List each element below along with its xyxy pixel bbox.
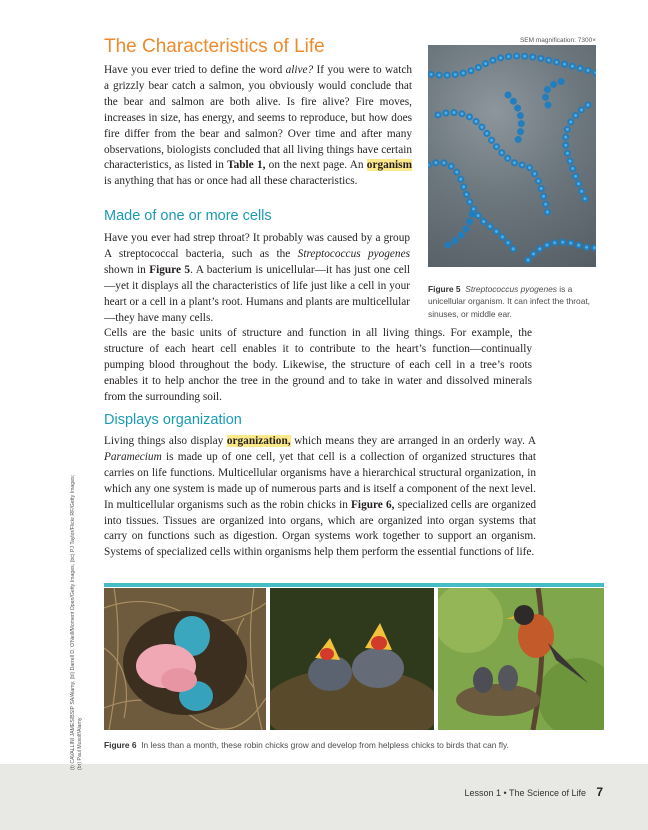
figure6-reference: Figure 6,	[351, 498, 395, 511]
figure6-top-bar	[104, 583, 604, 587]
photo-robin-chicks-begging	[270, 588, 434, 730]
figure5-reference: Figure 5	[149, 263, 191, 276]
footer-lesson-label: Lesson 1 • The Science of Life	[464, 788, 586, 798]
organization-paragraph: Living things also display organization, which means they are arranged in an orderly way. A Paramecium is made up of one cell, yet that cell is a collection of organized structures that carries on life functions. Multicellular organisms have a hierarchical structural organization, in which any one system is made up of numerous parts and is itself a component of the next level. In multicellular organisms such as the robin chicks in Figure 6, specialized cells are organized into tissues. Tissues are organized into organs, which are organized into organ systems that carry on functions such as digestion. Organ systems work together to support an organism. Systems of specialized cells within organisms help them perform the essential functions of life.	[104, 435, 536, 559]
cells-paragraph-2: Cells are the basic units of structure and function in all living things. For example, the structure of each heart cell enables it to contribute to the heart’s function—continually pumping blood throughout the body. Likewise, the structure of each cell in a tree’s roots enables it to help anchor the tree in the ground and to take in water and dissolved minerals from the surrounding soil.	[104, 327, 532, 403]
bacteria-sem-image	[428, 45, 596, 267]
cells-paragraph-1: Have you ever had strep throat? It probably was caused by a group A streptococcal bacteria, such as the Streptococcus pyogenes shown in Figure 5. A bacterium is unicellular—it has just one cell—yet it displays all the characteristics of life just like a cell in your heart or a cell in a plant’s root. Humans and plants are multicellular—they have many cells.	[104, 232, 410, 324]
section-heading-cells: Made of one or more cells	[104, 208, 272, 224]
table-reference: Table 1,	[227, 159, 266, 172]
page-title: The Characteristics of Life	[104, 36, 325, 57]
photo-credits: (t) CAVALLINI JAMES/BSIP SA/Alamy, (bl) Darrell D. O'Neill/Moment Open/Getty Images, (bc) PJ Taylor/Flickr RF/Getty Images; (br) Paul Musolf/Alamy	[70, 474, 83, 770]
page-number: 7	[596, 785, 603, 799]
photo-adult-robin-at-nest	[438, 588, 604, 730]
term-organism: organism	[366, 159, 412, 172]
bacteria-chains	[428, 45, 596, 267]
photo-robin-hatchlings-in-nest	[104, 588, 266, 730]
term-organization: organization,	[226, 435, 291, 447]
figure5-caption: Figure 5 Streptococcus pyogenes is a unicellular organism. It can infect the throat, sinuses, or middle ear.	[428, 284, 590, 319]
sem-magnification-label: SEM magnification: 7300×	[519, 37, 596, 44]
intro-paragraph: Have you ever tried to define the word alive? If you were to watch a grizzly bear catch a salmon, you obviously would conclude that the bear and salmon are both alive. Is fire alive? Fire moves, increases in size, has energy, and seems to reproduce, but how does fire differ from the bear and salmon? Over time and after many observations, biologists concluded that all living things have certain characteristics, as listed in Table 1, on the next page. An organism is anything that has or once had all these characteristics.	[104, 64, 412, 188]
section-heading-organization: Displays organization	[104, 412, 242, 428]
figure6-caption: Figure 6 In less than a month, these robin chicks grow and develop from helpless chicks to birds that can fly.	[104, 740, 509, 750]
